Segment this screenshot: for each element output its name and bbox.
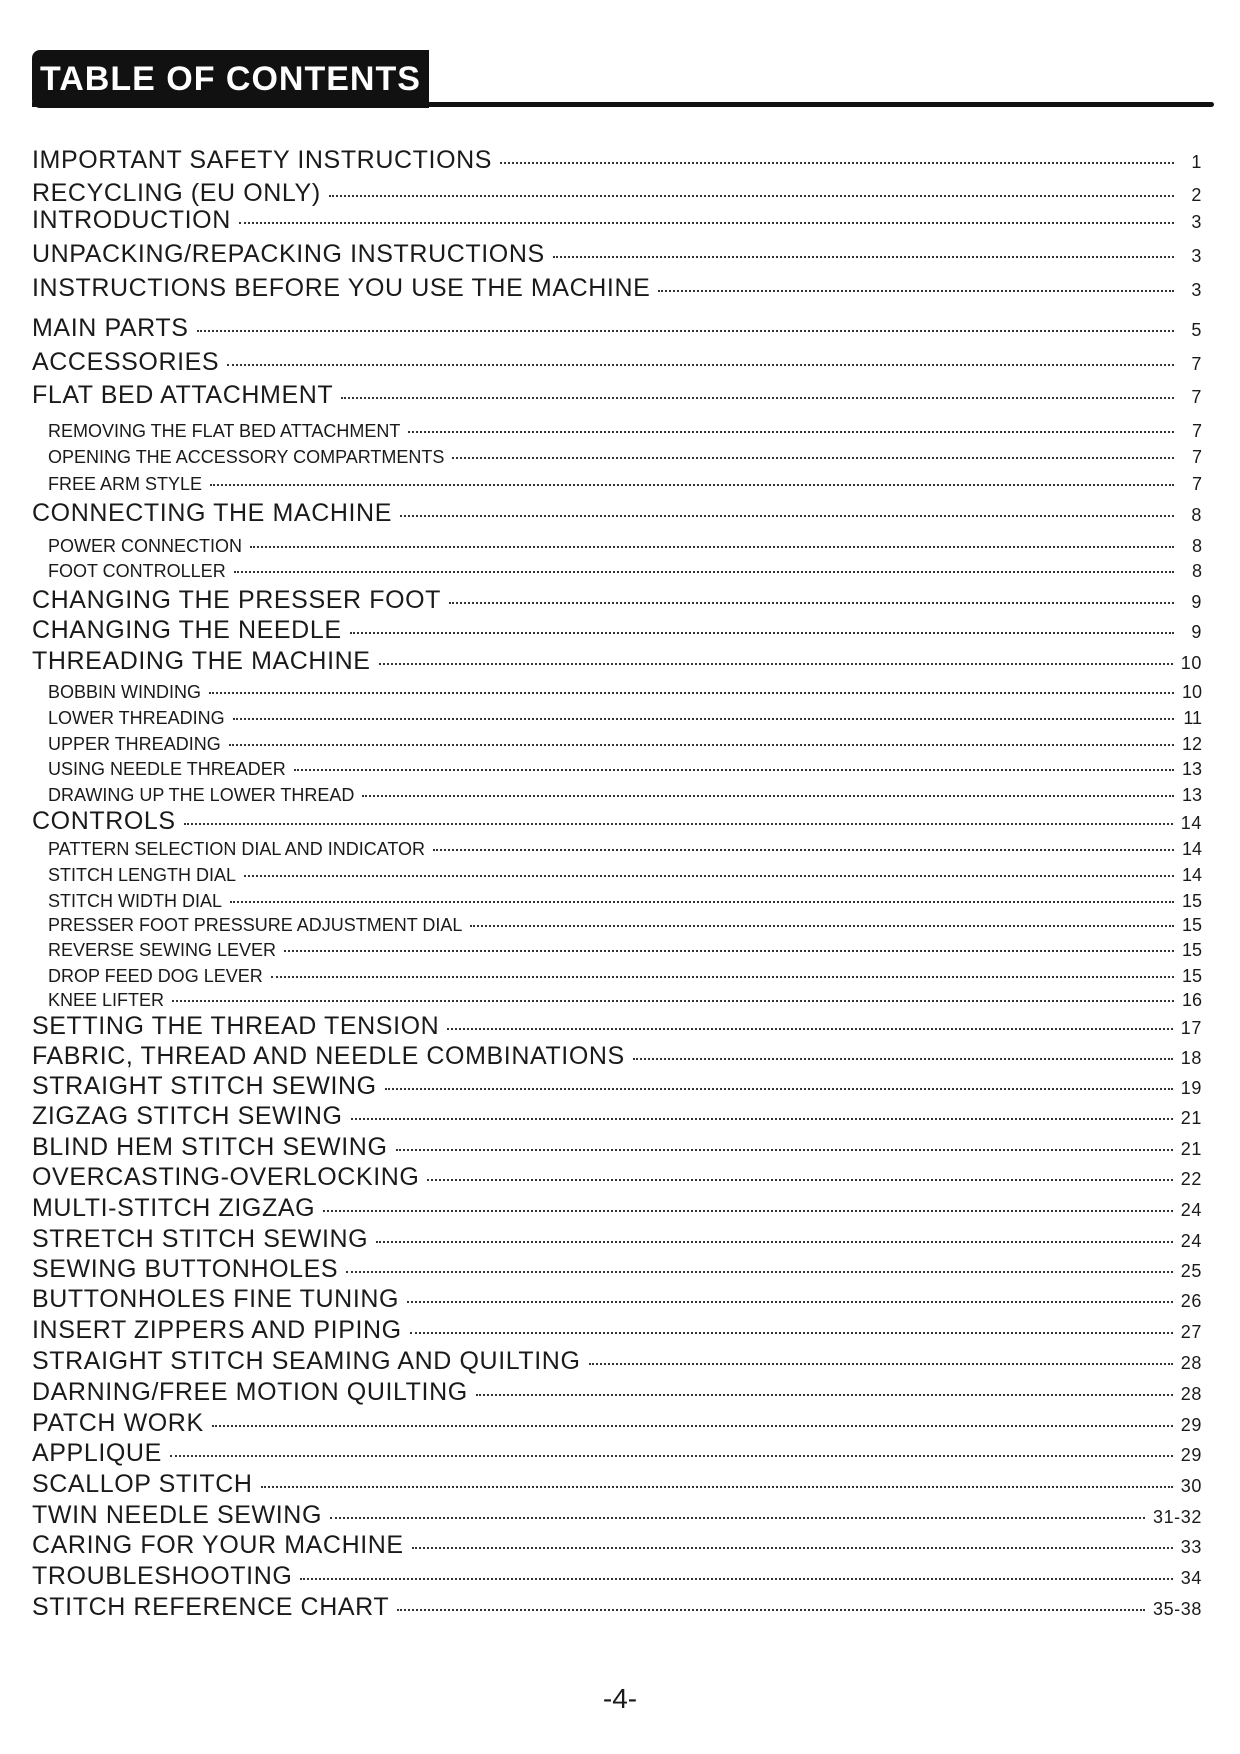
toc-entry xyxy=(32,348,1202,377)
dot-leader xyxy=(210,484,1174,486)
toc-entry xyxy=(32,647,1202,676)
toc-entry-title: FABRIC, THREAD AND NEEDLE COMBINATIONS xyxy=(32,1042,625,1070)
toc-entry-title: FOOT CONTROLLER xyxy=(48,561,226,581)
toc-entry-page: 2 xyxy=(1191,185,1202,205)
toc-entry-title: BUTTONHOLES FINE TUNING xyxy=(32,1285,400,1313)
toc-entry-page: 5 xyxy=(1191,320,1202,340)
toc-entry xyxy=(32,314,1202,343)
toc-entry-page: 22 xyxy=(1180,1169,1202,1189)
toc-entry-page: 34 xyxy=(1180,1568,1202,1588)
dot-leader xyxy=(658,290,1174,292)
toc-entry-page: 8 xyxy=(1191,536,1202,556)
toc-entry-title: INSERT ZIPPERS AND PIPING xyxy=(32,1316,402,1344)
dot-leader xyxy=(244,875,1174,877)
toc-entry-title: DRAWING UP THE LOWER THREAD xyxy=(48,785,355,805)
toc-entry-title: REVERSE SEWING LEVER xyxy=(48,940,277,960)
dot-leader xyxy=(239,222,1174,224)
dot-leader xyxy=(284,950,1174,952)
dot-leader xyxy=(184,823,1173,825)
toc-entry-title: IMPORTANT SAFETY INSTRUCTIONS xyxy=(32,146,493,174)
toc-entry-page: 21 xyxy=(1180,1139,1202,1159)
toc-entry xyxy=(32,561,1202,582)
toc-entry-title: STRAIGHT STITCH SEAMING AND QUILTING xyxy=(32,1347,581,1375)
toc-entry-page: 24 xyxy=(1180,1200,1202,1220)
toc-entry-page: 25 xyxy=(1180,1261,1202,1281)
dot-leader xyxy=(476,1394,1173,1396)
toc-entry-page: 28 xyxy=(1180,1384,1202,1404)
toc-entry xyxy=(32,1409,1202,1438)
toc-entry-title: INTRODUCTION xyxy=(32,206,231,234)
toc-entry xyxy=(32,807,1202,836)
toc-entry xyxy=(32,682,1202,703)
dot-leader xyxy=(397,1609,1145,1611)
dot-leader xyxy=(172,1000,1174,1002)
toc-entry-page: 13 xyxy=(1181,759,1202,779)
toc-entry xyxy=(32,474,1202,495)
toc-entry xyxy=(32,1562,1202,1591)
toc-entry-page: 7 xyxy=(1191,474,1202,494)
toc-entry xyxy=(32,865,1202,886)
toc-entry-page: 30 xyxy=(1180,1476,1202,1496)
toc-entry-page: 7 xyxy=(1191,421,1202,441)
dot-leader xyxy=(227,364,1174,366)
toc-entry-page: 35-38 xyxy=(1152,1599,1202,1619)
toc-entry-title: TWIN NEEDLE SEWING xyxy=(32,1501,322,1529)
toc-entry xyxy=(32,1378,1202,1407)
toc-entry-page: 27 xyxy=(1180,1322,1202,1342)
dot-leader xyxy=(433,849,1174,851)
dot-leader xyxy=(427,1179,1172,1181)
toc-entry xyxy=(32,1316,1202,1345)
toc-entry xyxy=(32,240,1202,269)
toc-entry-title: MULTI-STITCH ZIGZAG xyxy=(32,1194,316,1222)
toc-entry-page: 31-32 xyxy=(1152,1507,1202,1527)
dot-leader xyxy=(470,925,1174,927)
toc-entry-title: CARING FOR YOUR MACHINE xyxy=(32,1531,404,1559)
toc-entry-title: CONTROLS xyxy=(32,807,176,835)
dot-leader xyxy=(350,632,1174,634)
dot-leader xyxy=(330,1517,1145,1519)
toc-entry xyxy=(32,839,1202,860)
toc-entry-title: SEWING BUTTONHOLES xyxy=(32,1255,339,1283)
toc-entry-page: 29 xyxy=(1180,1415,1202,1435)
dot-leader xyxy=(271,976,1174,978)
toc-entry xyxy=(32,1072,1202,1101)
toc-entry-page: 28 xyxy=(1180,1353,1202,1373)
toc-entry-title: FLAT BED ATTACHMENT xyxy=(32,381,334,409)
dot-leader xyxy=(385,1088,1173,1090)
toc-entry xyxy=(32,785,1202,806)
dot-leader xyxy=(407,1301,1173,1303)
toc-entry xyxy=(32,536,1202,557)
page-number: -4- xyxy=(602,1683,638,1714)
toc-entry-title: STRETCH STITCH SEWING xyxy=(32,1225,369,1253)
dot-leader xyxy=(500,162,1174,164)
dot-leader xyxy=(212,1425,1173,1427)
toc-entry-page: 33 xyxy=(1180,1537,1202,1557)
toc-entry-title: STITCH REFERENCE CHART xyxy=(32,1593,390,1621)
dot-leader xyxy=(230,901,1174,903)
toc-entry xyxy=(32,206,1202,235)
dot-leader xyxy=(323,1210,1173,1212)
toc-entry xyxy=(32,990,1202,1011)
dot-leader xyxy=(233,718,1174,720)
header-rule xyxy=(32,102,1214,107)
toc-entry xyxy=(32,759,1202,780)
toc-entry xyxy=(32,1439,1202,1468)
dot-leader xyxy=(412,1547,1173,1549)
dot-leader xyxy=(261,1486,1173,1488)
dot-leader xyxy=(633,1058,1173,1060)
dot-leader xyxy=(379,663,1173,665)
toc-entry-page: 21 xyxy=(1180,1108,1202,1128)
toc-entry-page: 13 xyxy=(1181,785,1202,805)
toc-entry-page: 7 xyxy=(1191,447,1202,467)
toc-header xyxy=(32,50,1214,108)
toc-entry-page: 3 xyxy=(1191,280,1202,300)
toc-entry-page: 1 xyxy=(1191,152,1202,172)
dot-leader xyxy=(362,795,1174,797)
toc-entry-title: STITCH WIDTH DIAL xyxy=(48,891,222,911)
toc-entry-title: PATCH WORK xyxy=(32,1409,204,1437)
dot-leader xyxy=(408,431,1174,433)
toc-entry-page: 24 xyxy=(1180,1231,1202,1251)
dot-leader xyxy=(294,769,1174,771)
toc-entry xyxy=(32,1225,1202,1254)
dot-leader xyxy=(589,1363,1173,1365)
page-title: TABLE OF CONTENTS xyxy=(32,50,429,108)
toc-entry-page: 17 xyxy=(1180,1018,1202,1038)
dot-leader xyxy=(410,1332,1173,1334)
toc-entry-page: 15 xyxy=(1181,891,1202,911)
toc-entry xyxy=(32,447,1202,468)
toc-entry-title: PRESSER FOOT PRESSURE ADJUSTMENT DIAL xyxy=(48,915,463,935)
toc-entry xyxy=(32,940,1202,961)
dot-leader xyxy=(170,1455,1173,1457)
dot-leader xyxy=(300,1578,1172,1580)
toc-entry-title: DARNING/FREE MOTION QUILTING xyxy=(32,1378,468,1406)
dot-leader xyxy=(234,571,1174,573)
toc-entry xyxy=(32,1501,1202,1530)
toc-entry xyxy=(32,1285,1202,1314)
toc-entry xyxy=(32,915,1202,936)
dot-leader xyxy=(396,1149,1173,1151)
toc-entry-page: 10 xyxy=(1180,653,1202,673)
toc-entry-title: BOBBIN WINDING xyxy=(48,682,202,702)
toc-entry-page: 9 xyxy=(1191,622,1202,642)
toc-entry-page: 14 xyxy=(1180,813,1202,833)
toc-entry-title: FREE ARM STYLE xyxy=(48,474,203,494)
toc-entry-page: 11 xyxy=(1183,708,1202,728)
dot-leader xyxy=(346,1271,1173,1273)
toc-entry xyxy=(32,1593,1202,1622)
toc-entry-title: KNEE LIFTER xyxy=(48,990,165,1010)
dot-leader xyxy=(329,195,1174,197)
toc-entry-title: REMOVING THE FLAT BED ATTACHMENT xyxy=(48,421,401,441)
toc-entry-page: 3 xyxy=(1191,246,1202,266)
toc-entry-page: 10 xyxy=(1181,682,1202,702)
toc-entry-title: POWER CONNECTION xyxy=(48,536,243,556)
toc-entry xyxy=(32,1042,1202,1071)
toc-entry xyxy=(32,499,1202,528)
toc-entry-title: CHANGING THE PRESSER FOOT xyxy=(32,586,442,614)
toc-entry-title: OVERCASTING-OVERLOCKING xyxy=(32,1163,420,1191)
toc-entry xyxy=(32,616,1202,645)
toc-entry-title: ZIGZAG STITCH SEWING xyxy=(32,1102,343,1130)
toc-entry-title: INSTRUCTIONS BEFORE YOU USE THE MACHINE xyxy=(32,274,651,302)
toc-entry-title: BLIND HEM STITCH SEWING xyxy=(32,1133,388,1161)
dot-leader xyxy=(351,1118,1173,1120)
toc-entry-title: USING NEEDLE THREADER xyxy=(48,759,286,779)
dot-leader xyxy=(341,397,1174,399)
toc-entry-page: 26 xyxy=(1180,1291,1202,1311)
dot-leader xyxy=(449,602,1174,604)
toc-entry xyxy=(32,146,1202,175)
dot-leader xyxy=(452,457,1174,459)
toc-entry-page: 12 xyxy=(1181,734,1202,754)
toc-entry-title: CHANGING THE NEEDLE xyxy=(32,616,342,644)
toc-entry xyxy=(32,381,1202,410)
toc-entry xyxy=(32,1102,1202,1131)
toc-entry-page: 9 xyxy=(1191,592,1202,612)
toc-entry xyxy=(32,734,1202,755)
toc-entry-page: 7 xyxy=(1191,387,1202,407)
toc-entry-page: 18 xyxy=(1180,1048,1202,1068)
toc-entry xyxy=(32,274,1202,303)
dot-leader xyxy=(209,692,1174,694)
dot-leader xyxy=(197,330,1175,332)
toc-entry xyxy=(32,586,1202,615)
toc-entry-page: 15 xyxy=(1181,940,1202,960)
toc-entry xyxy=(32,708,1202,729)
toc-entry-title: APPLIQUE xyxy=(32,1439,162,1467)
toc-entry xyxy=(32,966,1202,987)
toc-entry-title: STITCH LENGTH DIAL xyxy=(48,865,237,885)
toc-entry-title: ACCESSORIES xyxy=(32,348,220,376)
toc-entry-title: SCALLOP STITCH xyxy=(32,1470,253,1498)
toc-entry-title: UPPER THREADING xyxy=(48,734,221,754)
toc-entry xyxy=(32,1133,1202,1162)
toc-entry xyxy=(32,1163,1202,1192)
toc-entry xyxy=(32,1531,1202,1560)
toc-entry-title: UNPACKING/REPACKING INSTRUCTIONS xyxy=(32,240,545,268)
dot-leader xyxy=(376,1241,1173,1243)
toc-entry-title: STRAIGHT STITCH SEWING xyxy=(32,1072,377,1100)
dot-leader xyxy=(229,744,1174,746)
toc-entry xyxy=(32,1255,1202,1284)
dot-leader xyxy=(447,1028,1172,1030)
toc-entry-page: 14 xyxy=(1181,865,1202,885)
toc-entry-page: 7 xyxy=(1191,354,1202,374)
toc-entry xyxy=(32,179,1202,208)
toc-entry-page: 8 xyxy=(1191,561,1202,581)
toc-entry-title: MAIN PARTS xyxy=(32,314,189,342)
toc-entry xyxy=(32,1194,1202,1223)
toc-entry-title: TROUBLESHOOTING xyxy=(32,1562,293,1590)
toc-entry-page: 3 xyxy=(1191,212,1202,232)
dot-leader xyxy=(400,515,1174,517)
toc-entry-title: DROP FEED DOG LEVER xyxy=(48,966,263,986)
toc-entry-page: 19 xyxy=(1180,1078,1202,1098)
toc-entry-title: CONNECTING THE MACHINE xyxy=(32,499,392,527)
toc-entry-title: LOWER THREADING xyxy=(48,708,225,728)
toc-entry xyxy=(32,891,1202,912)
toc-entry xyxy=(32,421,1202,442)
toc-entry xyxy=(32,1347,1202,1376)
dot-leader xyxy=(553,256,1174,258)
toc-entry-page: 14 xyxy=(1181,839,1202,859)
toc-entry-page: 16 xyxy=(1181,990,1202,1010)
toc-entry-title: OPENING THE ACCESSORY COMPARTMENTS xyxy=(48,447,445,467)
toc-entry-page: 15 xyxy=(1181,915,1202,935)
toc-entry-title: THREADING THE MACHINE xyxy=(32,647,371,675)
toc-entry-page: 8 xyxy=(1191,505,1202,525)
toc-entry xyxy=(32,1012,1202,1041)
dot-leader xyxy=(250,546,1174,548)
toc-entry-title: PATTERN SELECTION DIAL AND INDICATOR xyxy=(48,839,426,859)
toc-entry-title: RECYCLING (EU ONLY) xyxy=(32,179,321,207)
toc-entry xyxy=(32,1470,1202,1499)
toc-entry-page: 29 xyxy=(1180,1445,1202,1465)
toc-entry-page: 15 xyxy=(1181,966,1202,986)
toc-entry-title: SETTING THE THREAD TENSION xyxy=(32,1012,440,1040)
